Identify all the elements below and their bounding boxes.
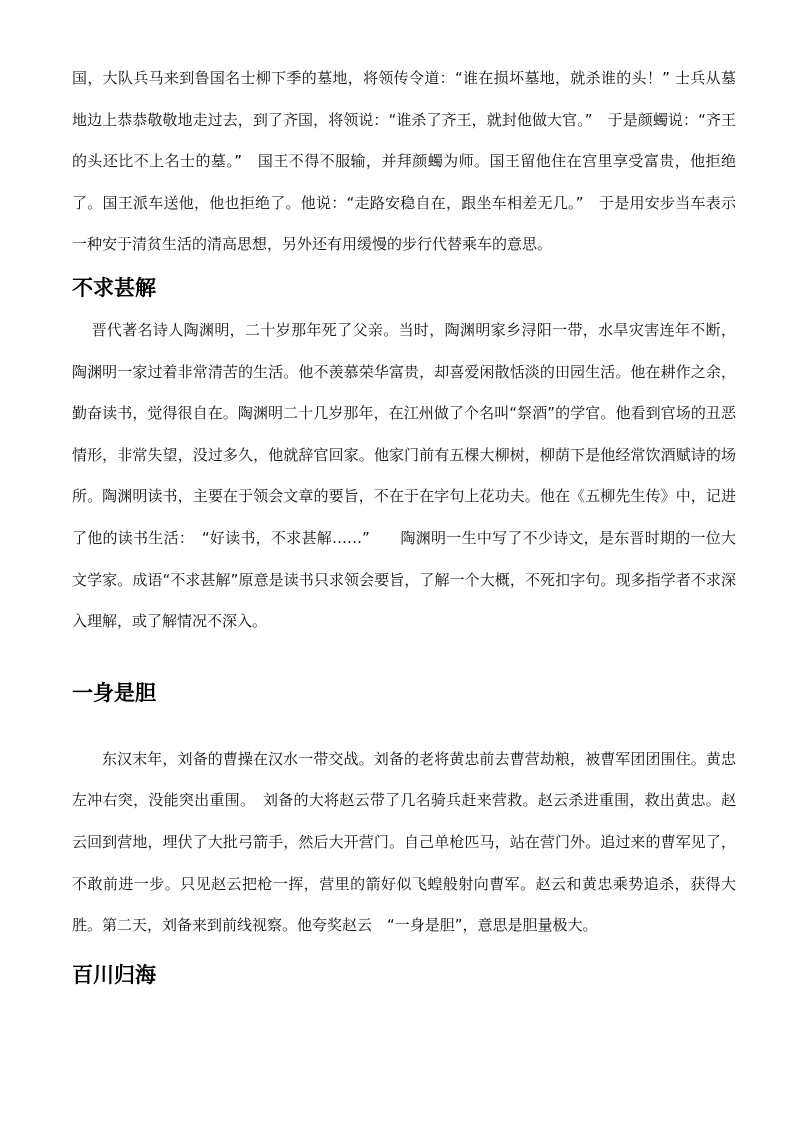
section-body-yi-shen-shi-dan: 东汉末年，刘备的曹操在汉水一带交战。刘备的老将黄忠前去曹营劫粮，被曹军团团围住。黄忠左冲右突，没能突出重围。 刘备的大将赵云带了几名骑兵赶来营救。赵云杀进重围，救出黄忠。赵云回到营地，埋伏了大批弓箭手，然后大开营门。自己单枪匹马，站在营门外。追过来的曹军见了，不敢前进一步。只见赵云把枪一挥，营里的箭好似飞蝗般射向曹军。赵云和黄忠乘势追杀，获得大胜。第二天，刘备来到前线视察。他夸奖赵云 “一身是胆”，意思是胆量极大。 [72, 749, 736, 935]
section-heading-yi-shen-shi-dan: 一身是胆 [72, 680, 156, 705]
section-body-bu-qiu-shen-jie: 晋代著名诗人陶渊明，二十岁那年死了父亲。当时，陶渊明家乡浔阳一带，水旱灾害连年不断，陶渊明一家过着非常清苦的生活。他不羡慕荣华富贵，却喜爱闲散恬淡的田园生活。他在耕作之余，勤奋读书，觉得很自在。陶渊明二十几岁那年，在江州做了个名叫“祭酒”的学官。他看到官场的丑恶情形，非常失望，没过多久，他就辞官回家。他家门前有五棵大柳树，柳荫下是他经常饮酒赋诗的场所。陶渊明读书，主要在于领会文章的要旨，不在于在字句上花功夫。他在《五柳先生传》中，记进了他的读书生活： “好读书，不求甚解……” 陶渊明一生中写了不少诗文，是东晋时期的一位大文学家。成语“不求甚解”原意是读书只求领会要旨，了解一个大概，不死扣字句。现多指学者不求深入理解，或了解情况不深入。 [72, 320, 736, 631]
section-heading-bu-qiu-shen-jie: 不求甚解 [72, 275, 156, 300]
intro-paragraph: 国，大队兵马来到鲁国名士柳下季的墓地，将领传令道：“谁在损坏墓地，就杀谁的头！” 士兵从墓地边上恭恭敬敬地走过去，到了齐国，将领说：“谁杀了齐王，就封他做大官。” 于是颜蠋说：“齐王的头还比不上名士的墓。” 国王不得不服输，并拜颜蠋为师。国王留他住在宫里享受富贵，他拒绝了。国王派车送他，他也拒绝了。他说：“走路安稳自在，跟坐车相差无几。” 于是用安步当车表示一种安于清贫生活的清高思想，另外还有用缓慢的步行代替乘车的意思。 [72, 69, 736, 254]
section-heading-bai-chuan-gui-hai: 百川归海 [72, 962, 156, 987]
document-page [72, 58, 736, 997]
